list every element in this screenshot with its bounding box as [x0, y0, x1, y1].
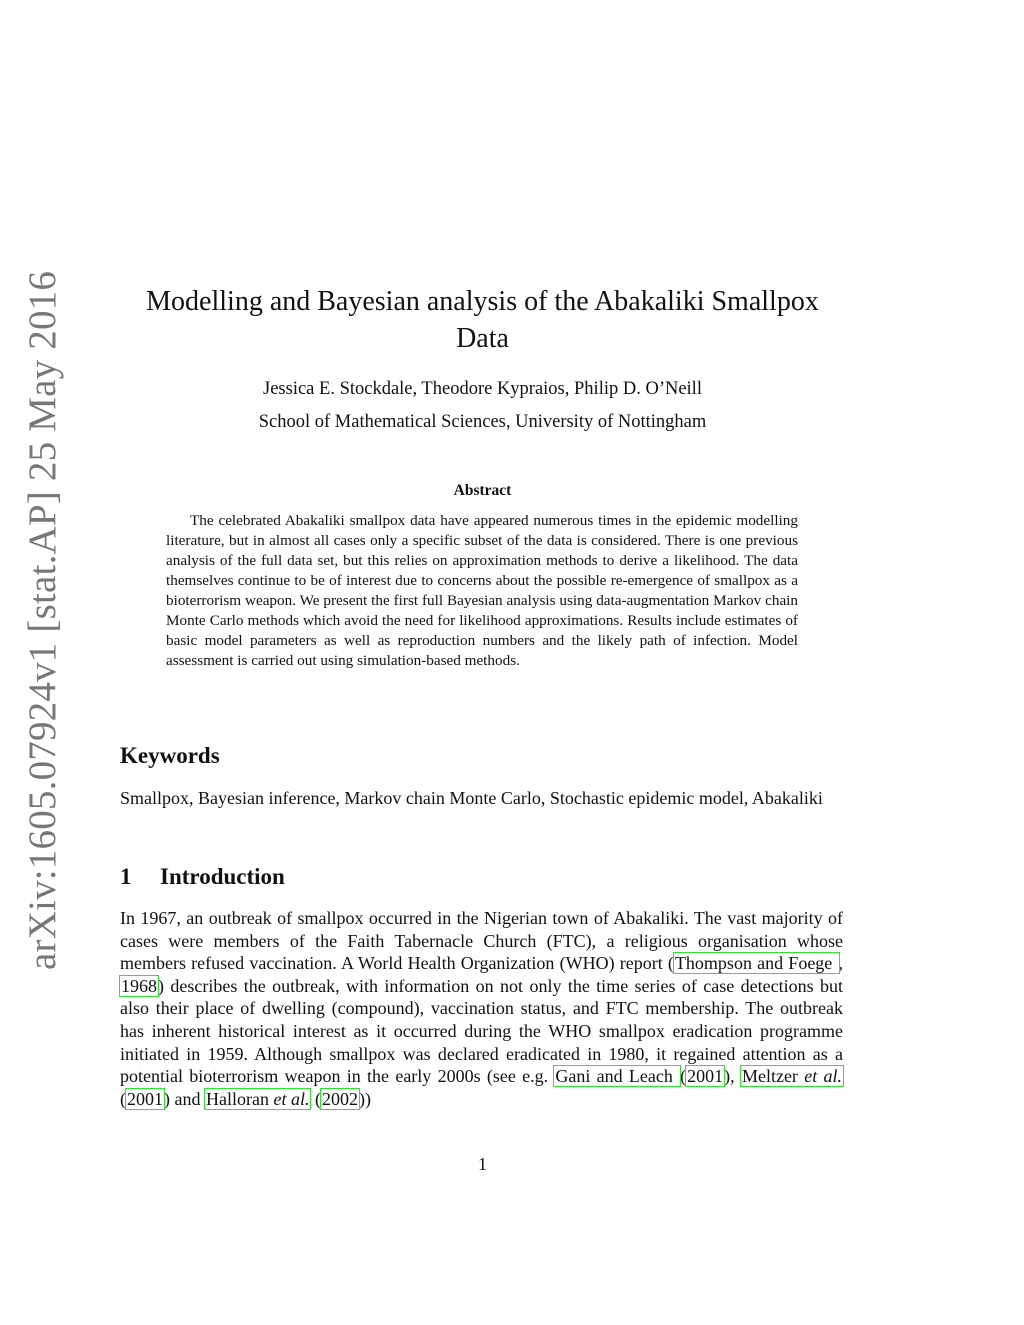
close-paren: ) — [358, 1088, 365, 1109]
author-list: Jessica E. Stockdale, Theodore Kypraios, Philip D. O’Neill — [263, 379, 702, 399]
et-al: et al. — [273, 1088, 310, 1109]
keywords-heading: Keywords — [120, 743, 220, 768]
paper-title: Modelling and Bayesian analysis of the Abakaliki Smallpox Data — [146, 286, 819, 354]
intro-text-part-1: In 1967, an outbreak of smallpox occurred in the Nigerian town of Abakaliki. The vast majority of cases were members of the Faith Tabernacle Church (FTC), a religious organisation whose members refused vaccination. A World Health Organization (WHO) report ( — [120, 908, 843, 974]
introduction-paragraph — [120, 907, 843, 1110]
open-paren: ( — [680, 1066, 687, 1087]
abstract-text: The celebrated Abakaliki smallpox data have appeared numerous times in the epidemic modelling literature, but in almost all cases only a specific subset of the data is considered. There is one previous analysis of the full data set, but this relies on approximation methods to derive a likelihood. The data themselves continue to be of interest due to concerns about the possible re-emergence of smallpox as a bioterrorism weapon. We present the first full Bayesian analysis using data-augmentation Markov chain Monte Carlo methods which avoid the need for likelihood approximations. Results include estimates of basic model parameters as well as reproduction numbers and the likely path of infection. Model assessment is carried out using simulation-based methods. — [166, 512, 798, 669]
affiliation: School of Mathematical Sciences, University of Nottingham — [258, 412, 707, 432]
closing-paren: ) — [364, 1088, 371, 1109]
introduction-heading — [120, 862, 285, 892]
close-paren: ) — [724, 1066, 731, 1087]
comma: , — [730, 1066, 741, 1087]
citation-link-thompson-foege[interactable]: Thompson and Foege — [674, 953, 838, 974]
intro-text-part-2: ) describes the outbreak, with information on not only the time series of case detections but also their place of dwelling (compound), vaccination status, and FTC membership. The outbreak has inherent historical interest as it occurred during the WHO smallpox eradication programme initiated in 1959. Although smallpox was declared eradicated in 1980, it regained attention as a potential bioterrorism weapon in the early 2000s (see e.g. — [120, 975, 843, 1087]
citation-year-link-2001-meltzer[interactable]: 2001 — [127, 1088, 163, 1109]
citation-year-link-2001-gani[interactable]: 2001 — [687, 1066, 724, 1087]
citation-separator: , — [838, 953, 843, 974]
open-paren: ( — [310, 1088, 321, 1109]
section-number: 1 — [120, 864, 132, 889]
arxiv-identifier-stamp: arXiv:1605.07924v1 [stat.AP] 25 May 2016 — [21, 270, 64, 970]
open-paren: ( — [120, 1088, 126, 1109]
abstract-heading: Abstract — [453, 482, 512, 499]
close-paren: ) — [164, 1088, 170, 1109]
and-word: and — [170, 1088, 205, 1109]
page-number: 1 — [478, 1154, 487, 1174]
citation-year-link-2002[interactable]: 2002 — [321, 1088, 358, 1109]
citation-author: Halloran — [206, 1088, 274, 1109]
citation-link-gani-leach[interactable]: Gani and Leach — [555, 1066, 680, 1087]
et-al: et al. — [804, 1066, 842, 1087]
section-title: Introduction — [160, 864, 285, 889]
citation-author: Meltzer — [741, 1066, 805, 1087]
citation-link-meltzer[interactable] — [741, 1066, 843, 1086]
citation-link-halloran[interactable] — [205, 1089, 310, 1109]
keywords-text: Smallpox, Bayesian inference, Markov chain Monte Carlo, Stochastic epidemic model, Abakaliki — [120, 788, 823, 808]
citation-year-link-1968[interactable]: 1968 — [121, 975, 157, 996]
